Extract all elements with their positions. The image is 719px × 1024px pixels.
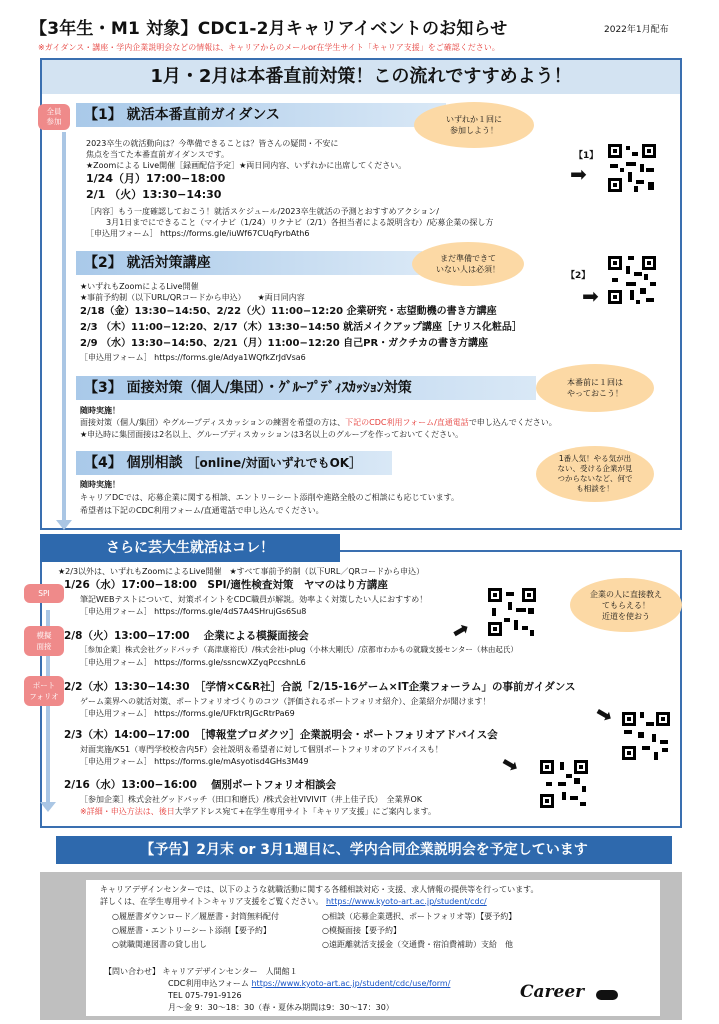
header-notice: ※ガイダンス・講座・学内企業説明会などの情報は、キャリアからのメールor在学生サイト「キャリア支援」をご確認ください。 [38,43,500,52]
event-2-desc: ［参加企業］株式会社グッドパッチ（髙津康裕氏）/株式会社i-plug（小林大剛氏）/京都市わかもの就職支援センター（林由起氏） [80,645,518,654]
section-1-form-link[interactable]: ［申込用フォーム］ https://forms.gle/iuWf67CUqFyrbAth6 [86,229,310,238]
qr-2-label: 【2】 [566,271,591,281]
service-item: ○履歴書ダウンロード／履歴書・封筒無料配付 [112,912,279,921]
event-3-form-link[interactable]: ［申込用フォーム］ https://forms.gle/UFktrRJGcRtrPa69 [80,709,295,718]
section-3-line: 随時実施！ [80,406,120,415]
arrow-down-right-icon: ➡ [497,749,524,779]
qr-code-4[interactable] [620,710,672,762]
section-4-title: 【4】 個別相談 ［online/対面いずれでもOK］ [76,451,392,475]
service-item: ○履歴書・エントリーシート添削【要予約】 [112,926,271,935]
footer-intro: キャリアデザインセンターでは、以下のような就職活動に関する各種相談対応・支援、求人情報の提供等を行っています。 [100,885,539,894]
event-1-title: 1/26（水）17:00−18:00 SPI/適性検査対策 ヤマのはり方講座 [64,579,388,591]
qr-code-5[interactable] [538,758,590,810]
event-3-desc: ゲーム業界への就活対策、ポートフォリオづくりのコツ（評価されるポートフォリオ紹介）、企業紹介が聞けます！ [80,697,491,706]
qr-code-3[interactable] [486,586,538,638]
section-4-line: 随時実施！ [80,480,120,489]
preview-banner: 【予告】2月末 or 3月1週目に、学内合同企業説明会を予定しています [56,836,672,864]
section-1-content: ［内容］もう一度確認しておこう！就活スケジュール/2023卒生就活の予測とおすすめアクション/ [86,207,439,216]
event-2-title: 2/8（火）13:00−17:00 企業による模擬面接会 [64,630,309,642]
issue-date: 2022年1月配布 [604,25,669,35]
section-4-bubble: 1番人気！やる気が出 ない、受ける企業が見 つからないなど、何で も相談を！ [536,446,654,502]
service-item: ○模擬面接【要予約】 [322,926,401,935]
event-4-desc: 対面実施/K51（専門学校校舎内5F）会社説明＆希望者に対して個別ポートフォリオのアドバイスも！ [80,745,443,754]
contact-line: 【問い合わせ】 キャリアデザインセンター 人間館１ [104,967,298,976]
section-3-title: 【3】 面接対策（個人/集団）・ｸﾞﾙｰﾌﾟﾃﾞｨｽｶｯｼｮﾝ対策 [76,376,536,400]
section-3-bubble: 本番前に１回は やっておこう！ [536,364,654,412]
flow-arrow-icon [40,802,56,812]
section-1-desc: 焦点を当てた本番直前ガイダンスです。 [86,150,229,159]
section-2-note: ★事前予約制（以下URL/QRコードから申込） ★両日同内容 [80,293,305,302]
extra-intro: ★2/3以外は、いずれもZoomによるLive開催 ★すべて事前予約制（以下URL／QRコードから申込） [58,567,425,576]
logo-mark-icon [596,990,618,1000]
event-5-desc: ［参加企業］株式会社グッドパッチ（田口和磨氏）/株式会社VIVIVIT（井上佳子氏） 全業界OK [80,795,423,804]
section-4-line: 希望者は下記のCDC利用フォーム/直通電話で申し込んでください。 [80,506,324,515]
arrow-right-icon: ➡ [582,284,599,308]
event-3-title: 2/2（水）13:30−14:30 ［学情×C&R社］合説「2/15-16ゲーム×IT企業フォーラム」の事前ガイダンス [64,681,576,693]
arrow-right-icon: ➡ [570,162,587,186]
qr-1-label: 【1】 [574,151,599,161]
qr-code-1[interactable] [606,142,658,194]
section-2-row: 2/3 （木）11:00−12:20、2/17（木）13:30−14:50 就活メイクアップ講座［ナリス化粧品］ [80,322,522,333]
section-2-title: 【2】 就活対策講座 [76,251,422,275]
extra-banner: さらに芸大生就活はコレ！ [40,534,340,562]
extra-bubble: 企業の人に直接教え てもらえる！ 近道を使おう [570,578,682,632]
section-2-row: 2/9 （水）13:30−14:50、2/21（月）11:00−12:20 自己PR・ガクチカの書き方講座 [80,338,488,349]
event-2-form-link[interactable]: ［申込用フォーム］ https://forms.gle/ssncwXZyqPccshnL6 [80,658,306,667]
flow-line [62,132,66,528]
service-item: ○相談（応募企業選択、ポートフォリオ等）【要予約】 [322,912,517,921]
section-1-bubble: いずれか１回に 参加しよう！ [414,102,534,148]
section-1-date: 1/24（月）17:00−18:00 [86,172,226,185]
service-item: ○遠距離就活支援金（交通費・宿泊費補助）支給 他 [322,940,513,949]
section-2-bubble: まだ準備できて いない人は必須！ [412,242,524,286]
tag-portfolio: ポート フォリオ [24,676,64,706]
main-banner: 1月・2月は本番直前対策！この流れですすめよう！ [42,60,680,94]
event-5-title: 2/16（水）13:00−16:00 個別ポートフォリオ相談会 [64,779,337,791]
arrow-down-right-icon: ➡ [591,699,618,729]
contact-tel: TEL 075-791-9126 [168,991,242,1000]
tag-mock-interview: 模擬 面接 [24,626,64,656]
contact-hours: 月〜金 9：30〜18：30（春・夏休み期間は9：30〜17：30） [168,1003,394,1012]
event-4-title: 2/3（木）14:00−17:00 ［博報堂プロダクツ］企業説明会・ポートフォリオアドバイス会 [64,729,498,741]
event-1-desc: 筆記WEBテストについて、対策ポイントをCDC職員が解説。効率よく対策したい人におすすめ！ [80,595,428,604]
flow-arrow-icon [56,520,72,530]
service-item: ○就職関連図書の貸し出し [112,940,207,949]
event-1-form-link[interactable]: ［申込用フォーム］ https://forms.gle/4dS7A4SHrujGs6Su8 [80,607,307,616]
career-logo: Career [520,982,585,1002]
section-3-line: ★申込時に集団面接は2名以上、グループディスカッションは3名以上のグループを作っておいてください。 [80,430,464,439]
section-1-title: 【1】 就活本番直前ガイダンス [76,103,446,127]
section-2-row: 2/18（金）13:30−14:50、2/22（火）11:00−12:20 企業研究・志望動機の書き方講座 [80,306,497,317]
section-1-desc: 2023卒生の就活動向は？今準備できることは？皆さんの疑問・不安に [86,139,339,148]
all-participate-tag: 全員 参加 [38,104,70,130]
section-4-line: キャリアDCでは、応募企業に関する相談、エントリーシート添削や進路全般のご相談にも応じています。 [80,493,459,502]
section-2-note: ★いずれもZoomによるLive開催 [80,282,199,291]
section-1-content: 3月1日までにできること（マイナビ（1/24）リクナビ（2/1）各担当者による説明含む）/応募企業の探し方 [106,218,494,227]
section-2-form-link[interactable]: ［申込用フォーム］ https://forms.gle/Adya1WQfkZrJdVsa6 [80,353,306,362]
contact-form-line: CDC利用申込フォーム https://www.kyoto-art.ac.jp/student/cdc/use/form/ [168,979,451,988]
section-3-line: 面接対策（個人/集団）やグループディスカッションの練習を希望の方は、下記のCDC利用フォーム/直通電話で申し込んでください。 [80,418,557,427]
section-1-desc: ★Zoomによる Live開催［録画配信予定］★両日同内容、いずれかに出席してください。 [86,161,407,170]
footer-intro: 詳しくは、在学生専用サイト＞キャリア支援をご覧ください。 https://www.kyoto-art.ac.jp/student/cdc/ [100,897,487,906]
arrow-up-right-icon: ➡ [447,615,474,645]
cdc-site-link[interactable]: https://www.kyoto-art.ac.jp/student/cdc/ [325,897,487,906]
cdc-form-link[interactable]: https://www.kyoto-art.ac.jp/student/cdc/use/form/ [251,979,451,988]
page-title: 【3年生・M1 対象】CDC1-2月キャリアイベントのお知らせ [30,19,508,39]
event-5-note: ※詳細・申込方法は、後日大学アドレス宛て+在学生専用サイト「キャリア支援」にご案内します。 [80,807,436,816]
event-4-form-link[interactable]: ［申込用フォーム］ https://forms.gle/mAsyotisd4GHs3M49 [80,757,309,766]
section-1-date: 2/1 （火）13:30−14:30 [86,188,222,201]
qr-code-2[interactable] [606,254,658,306]
tag-spi: SPI [24,584,64,603]
